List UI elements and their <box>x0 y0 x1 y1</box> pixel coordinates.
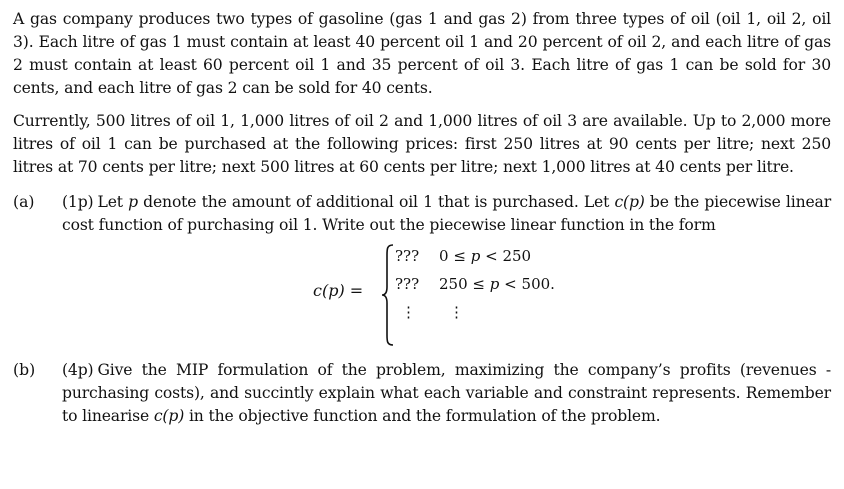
equation-period: . <box>550 275 555 293</box>
part-a <box>13 191 831 237</box>
case-2-upper: 500 <box>521 275 551 293</box>
case-2-condition <box>439 275 555 293</box>
part-b <box>13 359 831 428</box>
piecewise-equation <box>13 243 831 351</box>
part-b-text-1: Give the MIP formulation of the problem, maximizing the company’s profits (revenues - purchasing costs), and succintly explain what each variable and constraint represents. Remember to linearise <box>62 361 831 425</box>
part-b-label: (b) <box>13 361 36 379</box>
case-2-lower: 250 <box>439 275 468 293</box>
case-1-upper: 250 <box>502 247 532 265</box>
intro-paragraph: A gas company produces two types of gasoline (gas 1 and gas 2) from three types of oil (oil 1, oil 2, oil 3). Each litre of gas 1 must contain at least 40 percent oil 1 and 20 percent of oil 2, and each litre of gas 2 must contain at least 60 percent oil 1 and 35 percent of oil 3. Each litre of gas 1 can be sold for 30 cents, and each litre of gas 2 can be sold for 40 cents. <box>13 10 831 97</box>
equation-lhs <box>313 281 363 300</box>
part-a-text-2: denote the amount of additional oil 1 that is purchased. Let <box>137 193 615 211</box>
case-2-op1: ≤ <box>472 275 485 293</box>
case-1-condition <box>439 247 531 265</box>
case-1-var: p <box>470 247 481 265</box>
part-a-points: (1p) <box>62 193 94 211</box>
case-value-ellipsis: ⋮ <box>401 303 416 321</box>
case-1-op1: ≤ <box>453 247 466 265</box>
equation-lhs-function: c(p) <box>313 281 345 300</box>
case-2-op2: < <box>504 275 517 293</box>
case-1-value: ??? <box>395 247 420 265</box>
case-2-var: p <box>489 275 500 293</box>
case-1-op2: < <box>485 247 498 265</box>
part-a-var-cp: c(p) <box>614 193 645 211</box>
part-b-var-cp: c(p) <box>153 407 185 425</box>
part-b-text-2: in the objective function and the formulation of the problem. <box>184 407 661 425</box>
part-a-label: (a) <box>13 193 35 211</box>
document-page <box>13 8 831 428</box>
left-brace-icon <box>381 243 395 347</box>
supply-paragraph: Currently, 500 litres of oil 1, 1,000 litres of oil 2 and 1,000 litres of oil 3 are available. Up to 2,000 more litres of oil 1 can be purchased at the following prices: first 250 litres at 90 cents per litre; next 250 litres at 70 cents per litre; next 500 litres at 60 cents per litre; next 1,000 litres at 40 cents per litre. <box>13 112 831 176</box>
part-a-var-p: p <box>128 193 138 211</box>
part-b-points: (4p) <box>62 361 94 379</box>
part-b-text <box>62 359 831 428</box>
part-a-text-3: be the piecewise linear cost function of purchasing oil 1. Write out the piecewise linear function in the form <box>62 193 832 234</box>
case-condition-ellipsis: ⋮ <box>449 303 464 321</box>
equation-equals: = <box>349 281 364 300</box>
case-2-value: ??? <box>395 275 420 293</box>
part-a-text-1: Let <box>97 193 129 211</box>
case-1-lower: 0 <box>439 247 449 265</box>
part-a-text <box>62 191 831 237</box>
